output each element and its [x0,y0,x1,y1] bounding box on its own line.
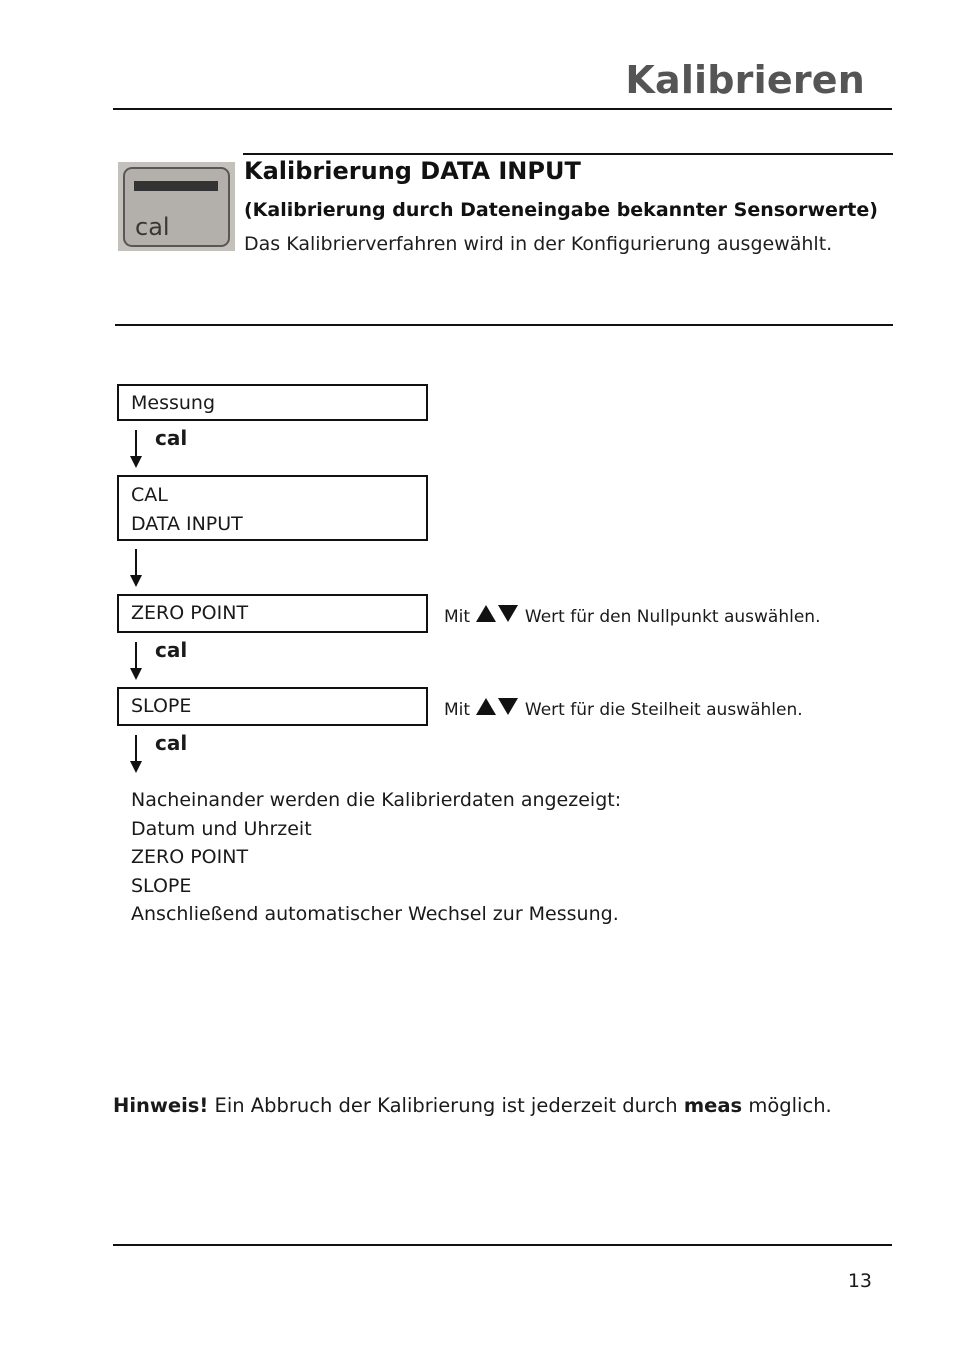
section-subtitle: (Kalibrierung durch Dateneingabe bekannter Sensorwerte) [244,199,878,221]
hint-key: meas [683,1094,743,1117]
cal-key-step-3: cal [155,731,188,755]
slope-note-text: Wert für die Steilheit auswählen. [524,700,803,720]
section-bottom-rule [115,324,893,326]
result-line: Nacheinander werden die Kalibrierdaten angezeigt: [131,789,622,811]
page-title: Kalibrieren [625,58,865,102]
zero-note-text: Wert für den Nullpunkt auswählen. [524,607,821,627]
zero-point-box-label: ZERO POINT [131,602,249,624]
section-description: Das Kalibrierverfahren wird in der Konfigurierung ausgewählt. [244,233,833,255]
cal-key-step-1: cal [155,426,188,450]
hint-text-before: Ein Abbruch der Kalibrierung ist jederzeit durch [208,1094,684,1117]
section-title: Kalibrierung DATA INPUT [244,157,581,185]
result-line: ZERO POINT [131,846,249,869]
header-rule [113,108,892,110]
measurement-box-label: Messung [131,392,216,414]
down-triangle-icon [498,698,518,715]
up-triangle-icon [476,605,496,622]
cal-box-line-1: CAL [131,484,168,506]
measurement-box [117,384,428,421]
slope-note [444,698,803,720]
cal-box-line-2: DATA INPUT [131,513,243,535]
hint-text-after: möglich. [742,1094,832,1117]
down-triangle-icon [498,605,518,622]
slope-box [117,687,428,726]
arrow-down-icon [129,549,143,587]
footer-rule [113,1244,892,1246]
hint-paragraph [113,1094,832,1117]
hint-label: Hinweis! [113,1094,209,1117]
result-line: Anschließend automatischer Wechsel zur Messung. [131,903,619,926]
up-triangle-icon [476,698,496,715]
result-line: SLOPE [131,874,192,897]
zero-point-box [117,594,428,633]
page-number: 13 [847,1270,872,1292]
result-text [131,786,621,929]
cal-key-display-bar [134,181,218,191]
cal-key-label: cal [135,213,170,241]
zero-point-note [444,605,820,627]
cal-key-image [118,162,235,251]
arrow-down-icon [129,642,143,680]
slope-box-label: SLOPE [131,695,192,717]
cal-key-step-2: cal [155,638,188,662]
arrow-down-icon [129,735,143,773]
slope-note-prefix: Mit [444,700,471,720]
result-line: Datum und Uhrzeit [131,817,312,840]
cal-data-input-box [117,475,428,541]
section-top-rule [243,153,893,155]
arrow-down-icon [129,430,143,468]
zero-note-prefix: Mit [444,607,471,627]
